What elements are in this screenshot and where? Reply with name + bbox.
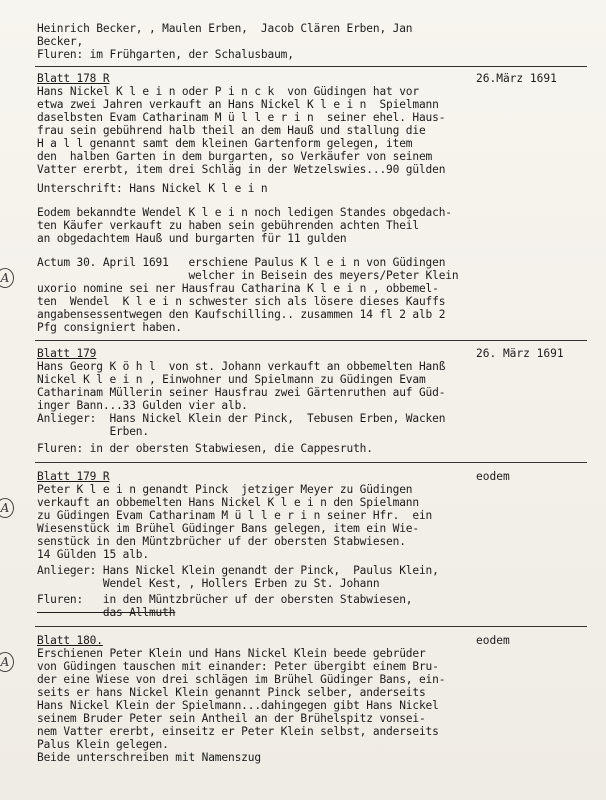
- entry-date: eodem: [476, 634, 510, 647]
- divider: [35, 462, 587, 463]
- entry-line: Beide unterschreiben mit Namenszug: [37, 751, 261, 764]
- entry-date: eodem: [476, 470, 510, 483]
- entry-line: Hans Georg K ö h l von st. Johann verkauft an obbemelten Hanß: [37, 360, 446, 373]
- divider: [35, 626, 587, 627]
- entry-line: Erben.: [37, 425, 149, 438]
- entry-line: senstück in den Müntzbrücher uf der obersten Stabwiesen.: [37, 535, 406, 548]
- entry-line: etwa zwei Jahren verkauft an Hans Nickel K l e i n Spielmann: [37, 98, 439, 111]
- entry-line: Wiesenstück im Brühel Güdinger Bans gelegen, item ein Wie-: [37, 522, 419, 535]
- entry-line: Anlieger: Hans Nickel Klein genandt der Pinck, Paulus Klein,: [37, 564, 439, 577]
- entry-line: seits er hans Nickel Klein genannt Pinck selber, anderseits: [37, 686, 426, 699]
- entry-date: 26. März 1691: [476, 347, 564, 360]
- entry-line: ten Wendel K l e i n schwester sich als lösere dieses Kauffs: [37, 295, 446, 308]
- signature-line: Unterschrift: Hans Nickel K l e i n: [37, 182, 268, 195]
- entry-line: Wendel Kest, , Hollers Erben zu St. Johann: [37, 577, 380, 590]
- margin-mark: A: [0, 268, 14, 288]
- entry-line: Palus Klein gelegen.: [37, 738, 169, 751]
- blatt-heading: Blatt 179 R: [37, 470, 110, 483]
- entry-line: den halben Garten in dem burgarten, so Verkäufer von seinem: [37, 150, 433, 163]
- entry-line: Fluren: in den Müntzbrücher uf der obersten Stabwiesen,: [37, 593, 413, 606]
- margin-mark: A: [0, 652, 14, 672]
- header-line: Becker,: [37, 35, 84, 48]
- entry-line: H a l l genannt samt dem kleinen Gartenform gelegen, item: [37, 137, 413, 150]
- blatt-heading: Blatt 178 R: [37, 72, 110, 85]
- entry-line: verkauft an obbemelten Hans Nickel K l e i n den Spielmann: [37, 496, 419, 509]
- entry-line: seinem Bruder Peter sein Antheil an der Brühelspitz vonsei-: [37, 712, 426, 725]
- entry-line: uxorio nomine sei ner Hausfrau Catharina K l e i n , obbemel-: [37, 282, 439, 295]
- entry-line: daselbsten Evam Catharinam M ü l l e r i n seiner ehel. Haus-: [37, 111, 446, 124]
- margin-mark: A: [0, 498, 14, 518]
- entry-line: angabensessentwegen den Kaufschilling.. zusammen 14 fl 2 alb 2: [37, 308, 446, 321]
- entry-line: inger Bann...33 Gulden vier alb.: [37, 399, 248, 412]
- entry-line: Fluren: in der obersten Stabwiesen, die Cappesruth.: [37, 442, 373, 455]
- entry-line: Erschienen Peter Klein und Hans Nickel Klein beede gebrüder: [37, 647, 426, 660]
- entry-line: Hans Nickel K l e i n oder P i n c k von Güdingen hat vor: [37, 85, 419, 98]
- blatt-heading: Blatt 179: [37, 347, 97, 360]
- entry-date: 26.März 1691: [476, 72, 557, 85]
- header-line: Heinrich Becker, , Maulen Erben, Jacob Clären Erben, Jan: [37, 22, 413, 35]
- entry-line: welcher in Beisein des meyers/Peter Klein: [37, 269, 459, 282]
- entry-line: an obgedachtem Hauß und burgarten für 11 gulden: [37, 232, 347, 245]
- entry-line: Eodem bekanndte Wendel K l e i n noch ledigen Standes obgedach-: [37, 206, 452, 219]
- entry-line: nem Vatter ererbt, einseitz er Peter Klein selbst, anderseits: [37, 725, 439, 738]
- entry-line: ten Käufer verkauft zu haben sein gebührenden achten Theil: [37, 219, 419, 232]
- entry-line: Anlieger: Hans Nickel Klein der Pinck, Tebusen Erben, Wacken: [37, 412, 446, 425]
- header-line: Fluren: im Frühgarten, der Schalusbaum,: [37, 48, 294, 61]
- entry-line: Peter K l e i n genandt Pinck jetziger Meyer zu Güdingen: [37, 483, 413, 496]
- entry-line: der eine Wiese von drei schlägen im Brühel Güdinger Bans, ein-: [37, 673, 446, 686]
- entry-line: Catharinam Müllerin seiner Hausfrau zwei Gärtenruthen auf Güd-: [37, 386, 446, 399]
- entry-line: 14 Gülden 15 alb.: [37, 548, 149, 561]
- entry-line: das Allmuth: [37, 606, 176, 619]
- blatt-heading: Blatt 180.: [37, 634, 103, 647]
- entry-line: Pfg consigniert haben.: [37, 321, 182, 334]
- entry-line: Actum 30. April 1691 erschiene Paulus K l e i n von Güdingen: [37, 256, 446, 269]
- entry-line: Vatter ererbt, item drei Schläg in der Wetzelswies...90 gülden: [37, 163, 446, 176]
- divider: [35, 66, 587, 67]
- entry-line: Hans Nickel Klein der Spielmann...dahingegen gibt Hans Nickel: [37, 699, 439, 712]
- entry-line: von Güdingen tauschen mit einander: Peter übergibt einem Bru-: [37, 660, 439, 673]
- entry-line: zu Güdingen Evam Catharinam M ü l l e r i n seiner Hfr. ein: [37, 509, 433, 522]
- divider: [35, 340, 587, 341]
- entry-line: Nickel K l e i n , Einwohner und Spielmann zu Güdingen Evam: [37, 373, 426, 386]
- entry-line: frau sein gebührend halb theil an dem Hauß und stallung die: [37, 124, 426, 137]
